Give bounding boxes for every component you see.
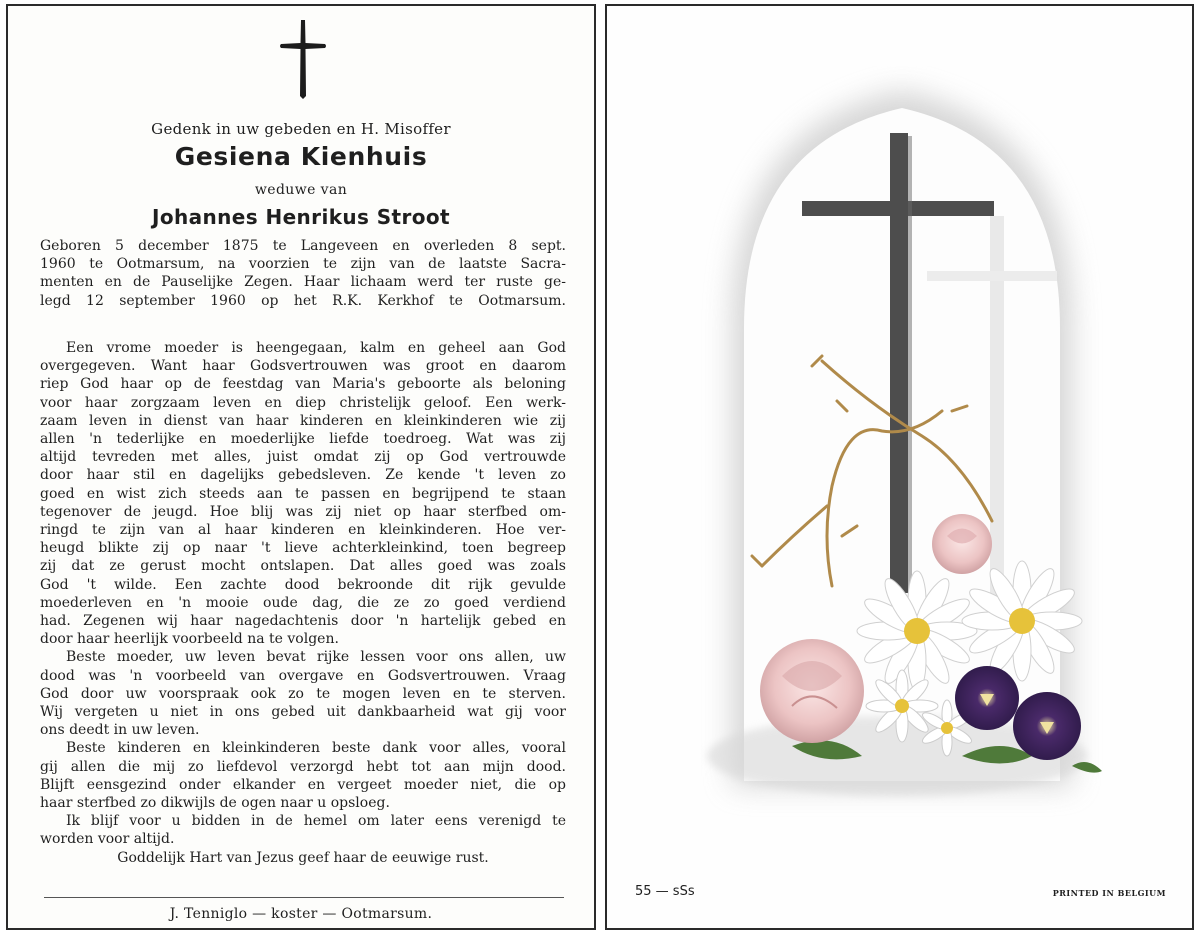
text-line: dood was 'n voorbeeld van overgave en Godsvertrouwen. Vraag: [40, 667, 566, 684]
sexton-credit: J. Tenniglo — koster — Ootmarsum.: [169, 906, 433, 922]
printed-notice: PRINTED IN BELGIUM: [1052, 888, 1166, 898]
text-line: voor haar zorgzaam leven en diep christelijk geloof. Een werk-: [40, 394, 566, 411]
text-line: worden voor altijd.: [40, 831, 175, 848]
picture-card: [605, 4, 1194, 930]
bio-line: menten en de Pauselijke Zegen. Haar lichaam werd ter ruste ge-: [40, 274, 566, 291]
text-line: gij allen die mij zo liefdevol verzorgd hebt tot aan mijn dood.: [40, 758, 566, 775]
divider: [44, 897, 564, 898]
cross-with-flowers-illustration: [662, 66, 1142, 826]
text-line: Beste kinderen en kleinkinderen beste dank voor alles, vooral: [66, 740, 566, 757]
biography: [40, 237, 566, 310]
text-line: allen 'n tederlijke en moederlijke liefde toedroeg. Wat was zij: [40, 431, 566, 448]
text-line: God 't wilde. Een zachte dood bekroonde dit rijk gevulde: [40, 576, 566, 593]
text-line: tegenover de jeugd. Hoe blij was zij niet op haar sterfbed om-: [40, 503, 566, 520]
widow-of-text: weduwe van: [254, 182, 348, 198]
text-line: goed en wist zich steeds aan te passen en begrijpend te staan: [40, 485, 566, 502]
bio-line: legd 12 september 1960 op het R.K. Kerkhof te Ootmarsum.: [40, 292, 566, 309]
intro-text: Gedenk in uw gebeden en H. Misoffer: [151, 120, 451, 138]
bio-line: 1960 te Ootmarsum, na voorzien te zijn van de laatste Sacra-: [40, 256, 566, 273]
text-line: Ik blijf voor u bidden in de hemel om later eens verenigd te: [66, 813, 566, 830]
husband-name: Johannes Henrikus Stroot: [152, 205, 450, 229]
cross-icon: [275, 16, 331, 100]
text-line: Beste moeder, uw leven bevat rijke lessen voor ons allen, uw: [66, 649, 566, 666]
memorial-text: [40, 339, 566, 867]
text-card: [6, 4, 596, 930]
card-number: 55 — sSs: [635, 884, 695, 899]
text-line: Een vrome moeder is heengegaan, kalm en geheel aan God: [66, 340, 566, 356]
text-line: ons deedt in uw leven.: [40, 722, 200, 739]
text-line: heugd blikte zij op naar 't lieve achterkleinkind, toen begreep: [40, 540, 566, 557]
text-line: riep God haar op de feestdag van Maria's geboorte als beloning: [40, 376, 566, 393]
bio-line: Geboren 5 december 1875 te Langeveen en overleden 8 sept.: [40, 238, 566, 254]
text-line: ringd te zijn van al haar kinderen en kleinkinderen. Hoe ver-: [40, 522, 566, 539]
text-line: Wij vergeten u niet in ons gebed uit dankbaarheid wat gij voor: [40, 704, 566, 721]
text-line: haar sterfbed zo dikwijls de ogen naar u opsloeg.: [40, 795, 390, 812]
text-line: Goddelijk Hart van Jezus geef haar de eeuwige rust.: [117, 849, 489, 866]
text-line: overgegeven. Want haar Godsvertrouwen was groot en daarom: [40, 358, 566, 375]
text-line: Blijft eensgezind onder elkander en vergeet moeder niet, die op: [40, 776, 566, 793]
text-line: moederleven en 'n mooie oude dag, die ze zo goed verdiend: [40, 594, 566, 611]
text-line: had. Zegenen wij haar nagedachtenis door 'n hartelijk gebed en: [40, 613, 566, 630]
text-line: door haar heerlijk voorbeeld na te volgen.: [40, 631, 339, 648]
text-line: God door uw voorspraak ook zo te mogen leven en te sterven.: [40, 685, 566, 702]
text-line: altijd tevreden met alles, juist omdat zij op God vertrouwde: [40, 449, 566, 466]
text-line: zaam leven in dienst van haar kinderen en kleinkinderen wie zij: [40, 412, 566, 429]
deceased-name: Gesiena Kienhuis: [174, 142, 428, 171]
text-line: door haar stil en dagelijks gebedsleven. Ze kende 't leven zo: [40, 467, 566, 484]
text-line: zij dat ze gerust mocht ontslapen. Dat alles goed was zoals: [40, 558, 566, 575]
